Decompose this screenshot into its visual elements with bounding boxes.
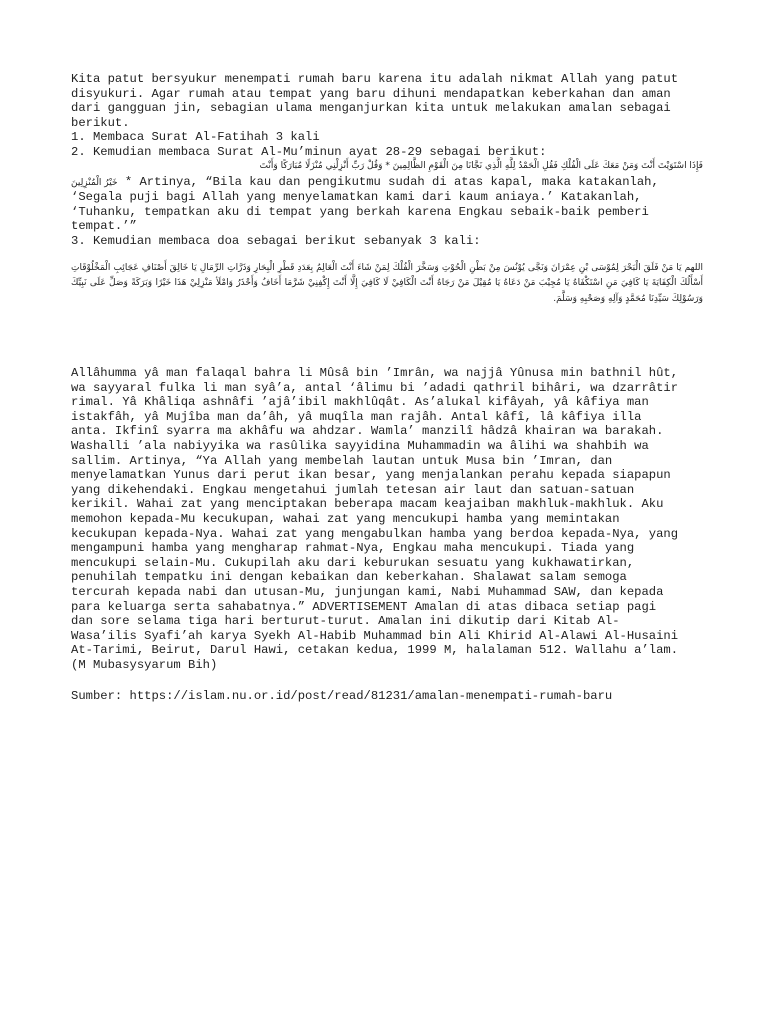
intro-paragraph: Kita patut bersyukur menempati rumah baru karena itu adalah nikmat Allah yang patut disyukuri. Agar rumah atau tempat yang baru dihuni mendapatkan keberkahan dan aman dari gangguan jin, sebagian ulama menganjurkan kita untuk melakukan amalan sebagai berikut. 1. Membaca Surat Al-Fatihah 3 kali 2. Kemudian membaca Surat Al-Mu’minun ayat 28-29 sebagai berikut: (71, 72, 679, 159)
ayat-translation-paragraph: ‘Segala puji bagi Allah yang menyelamatkan kami dari kaum aniaya.’ Katakanlah, ‘Tuhanku, tempatkan aku di tempat yang berkah karena Engkau sebaik-baik pemberi tempat.’” 3. Kemudian membaca doa sebagai berikut sebanyak 3 kali: (71, 190, 649, 248)
ayat-translation-line (71, 175, 703, 191)
doa-arabic-text: اللهم يَا مَنْ فَلَقَ الْبَحْرَ لِمُوْسَى بْنِ عِمْرَانَ وَنَجَّى يُوْنُسَ مِنْ بَطْنِ الْحُوْتِ وَسَخَّرَ الْفُلْكَ لِمَنْ شَاءَ أَنْتَ الْعَالِمُ بِعَدَدِ قَطْرِ الْبِحَارِ وَذَرَّاتِ الرِّمَالِ يَا خَالِقَ أَصْنَافِ عَجَائِبِ الْمَخْلُوْقَاتِ أَسْأَلُكَ الْكِفَايَةَ يَا كَافِيَ مَنِ اسْتَكْفَاهُ يَا مُجِيْبَ مَنْ دَعَاهُ يَا مُقِيْلَ مَنْ رَجَاهُ أَنْتَ الْكَافِيْ لَا كَافِيَ إِلَّا أَنْتَ إِكْفِنِيْ شَرَّمَا أَخَافُ وَأَحْذَرُ وَامْلَأ مَنْزِلِيْ هَذَا خَيْرًا وَبَرَكَةً وَصَلِّ عَلَى نَبِيِّكَ وَرَسُوْلِكَ سَيِّدِنَا مُحَمَّدٍ وَآلِهِ وَصَحْبِهِ وَسَلَّمَ. (71, 263, 703, 304)
ayat-translation-first: * Artinya, “Bila kau dan pengikutmu sudah di atas kapal, maka katakanlah, (117, 175, 659, 189)
ayat-arabic-text: فَإِذَا اسْتَوَيْتَ أَنْتَ وَمَنْ مَعَكَ عَلَى الْفُلْكِ فَقُلِ الْحَمْدُ لِلَّهِ الَّذِي نَجَّانَا مِنَ الْقَوْمِ الظَّالِمِينَ * وَقُلْ رَبِّ أَنْزِلْنِي مُنْزَلًا مُبَارَكًا وَأَنْتَ (259, 161, 703, 171)
ayat-arabic-text-end: خَيْرُ الْمُنْزِلِينَ (71, 178, 118, 188)
source-line: Sumber: https://islam.nu.or.id/post/read/81231/amalan-menempati-rumah-baru (71, 689, 613, 703)
transliteration-paragraph: Allâhumma yâ man falaqal bahra li Mûsâ bin ’Imrân, wa najjâ Yûnusa min bathnil hût, wa sayyaral fulka li man syâ’a, antal ‘âlimu bi ’adadi qathril bihâri, wa dzarrâtir rimal. Yâ Khâliqa ashnâfi ’ajâ’ibil makhlûqât. As’alukal kifâyah, yâ kâfiya man istakfâh, yâ Mujîba man da’âh, yâ muqîla man rajâh. Antal kâfî, lâ kâfiya illa anta. Ikfinî syarra ma akhâfu wa ahdzar. Wamla’ manzilî hâdzâ khairan wa barakah. Washalli ’ala nabiyyika wa rasûlika sayyidina Muhammadin wa âlihi wa shahbih wa sallim. Artinya, “Ya Allah yang membelah lautan untuk Musa bin ’Imran, dan menyelamatkan Yunus dari perut ikan besar, yang menjalankan perahu kepada siapapun yang dikehendaki. Engkau mengetahui jumlah tetesan air laut dan satuan-satuan kerikil. Wahai zat yang menciptakan beberapa macam keajaiban makhluk-makhluk. Aku memohon kepada-Mu kecukupan, wahai zat yang mencukupi hamba yang memintakan kecukupan kepada-Nya. Wahai zat yang mengabulkan hamba yang berdoa kepada-Nya, yang mengampuni hamba yang mengharap rahmat-Nya, Engkau maha mencukupi. Tiada yang mencukupi selain-Mu. Cukupilah aku dari keburukan sesuatu yang kukhawatirkan, penuhilah tempatku ini dengan kebaikan dan keberkahan. Shalawat salam semoga tercurah kepada nabi dan utusan-Mu, junjungan kami, Nabi Muhammad SAW, dan kepada para keluarga serta sahabatnya.” ADVERTISEMENT Amalan di atas dibaca setiap pagi dan sore selama tiga hari berturut-turut. Amalan ini dikutip dari Kitab Al- Wasa’ilis Syafi’ah karya Syekh Al-Habib Muhammad bin Ali Khirid Al-Alawi Al-Husaini At-Tarimi, Beirut, Darul Hawi, cetakan kedua, 1999 M, halalaman 512. Wallahu a’lam. (M Mubasysyarum Bih) (71, 366, 679, 672)
